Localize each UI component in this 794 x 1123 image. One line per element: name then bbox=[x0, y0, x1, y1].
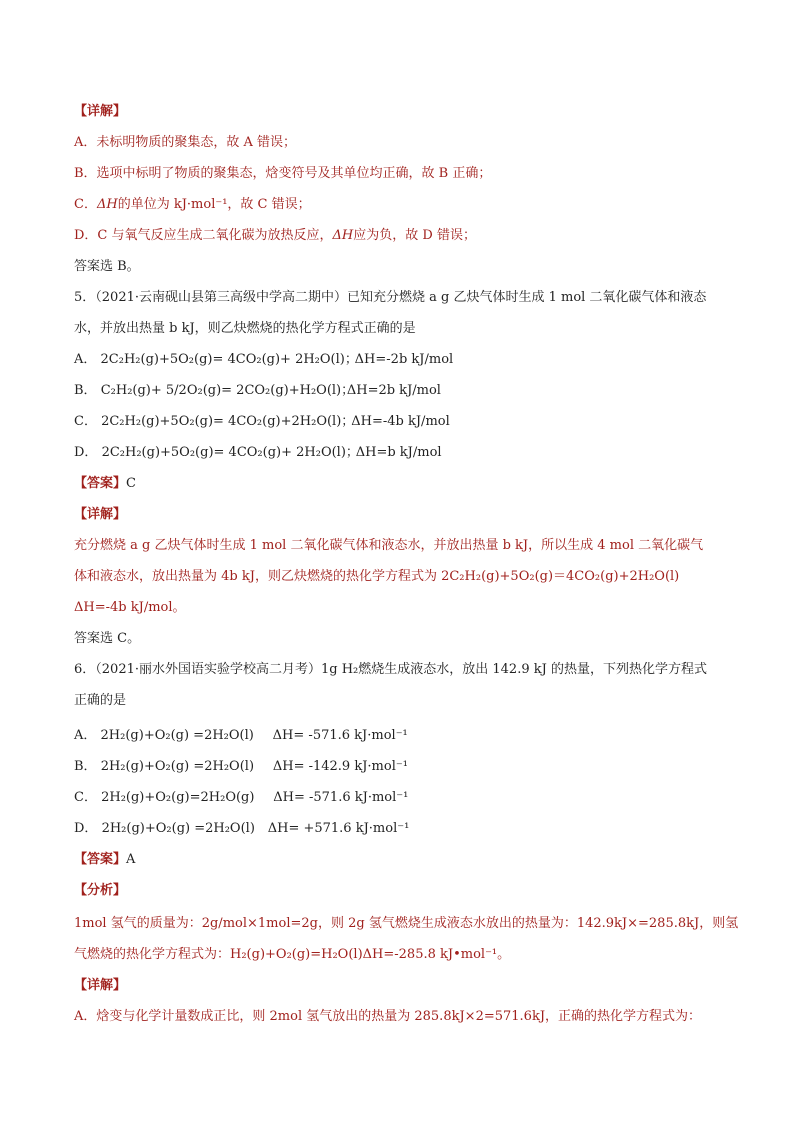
detail-tag: 【详解】 bbox=[74, 104, 127, 119]
option-equation: 2H₂(g)+O₂(g) =2H₂O(l) bbox=[100, 759, 255, 774]
option-enthalpy: ΔH=-4b kJ/mol bbox=[351, 414, 450, 429]
q6-analysis-line2: 气燃烧的热化学方程式为：H₂(g)+O₂(g)=H₂O(l)ΔH=-285.8 kJ•mol⁻¹。 bbox=[74, 947, 511, 962]
q6-option-d bbox=[74, 819, 409, 839]
answer-value: A bbox=[126, 852, 136, 867]
q5-option-d bbox=[74, 443, 442, 463]
q4-detail-d-text1: D．C 与氧气反应生成二氧化碳为放热反应， bbox=[74, 228, 333, 243]
q5-detail-line3: ΔH=-4b kJ/mol。 bbox=[74, 600, 186, 615]
option-equation: 2C₂H₂(g)+5O₂(g)= 4CO₂(g)+ 2H₂O(l)； bbox=[100, 352, 358, 367]
detail-tag: 【详解】 bbox=[74, 978, 127, 993]
option-letter: C． bbox=[74, 790, 97, 805]
option-equation: 2H₂(g)+O₂(g) =2H₂O(l) bbox=[101, 821, 255, 836]
q5-answer-select: 答案选 C。 bbox=[74, 631, 141, 646]
q5-detail-line1: 充分燃烧 a g 乙炔气体时生成 1 mol 二氧化碳气体和液态水，并放出热量 b kJ，所以生成 4 mol 二氧化碳气 bbox=[74, 538, 704, 553]
option-letter: A． bbox=[74, 728, 97, 743]
q4-detail-c-letter: C． bbox=[74, 197, 97, 212]
option-enthalpy: ΔH= +571.6 kJ·mol⁻¹ bbox=[267, 821, 410, 836]
analysis-tag: 【分析】 bbox=[74, 883, 127, 898]
q4-detail-c-text: 的单位为 kJ·mol⁻¹，故 C 错误； bbox=[117, 197, 311, 212]
delta-h-symbol: ΔH bbox=[96, 197, 118, 212]
q5-detail-text: 体和液态水，放出热量为 4b kJ，则乙炔燃烧的热化学方程式为 bbox=[74, 569, 442, 584]
option-letter: B． bbox=[74, 383, 97, 398]
q6-stem-line2: 正确的是 bbox=[74, 693, 127, 708]
q4-answer-select: 答案选 B。 bbox=[74, 259, 140, 274]
option-enthalpy: ΔH=b kJ/mol bbox=[355, 445, 442, 460]
answer-tag: 【答案】 bbox=[74, 852, 127, 867]
q4-detail-d bbox=[74, 226, 476, 246]
q5-detail-line2 bbox=[74, 567, 679, 587]
option-enthalpy: ΔH= -571.6 kJ·mol⁻¹ bbox=[272, 728, 408, 743]
q4-detail-c bbox=[74, 195, 311, 215]
q5-option-b bbox=[74, 381, 441, 401]
q6-answer bbox=[74, 850, 135, 870]
option-letter: C． bbox=[74, 414, 97, 429]
option-enthalpy: ΔH=2b kJ/mol bbox=[346, 383, 441, 398]
option-letter: D． bbox=[74, 821, 98, 836]
answer-tag: 【答案】 bbox=[74, 476, 127, 491]
q4-detail-a: A．未标明物质的聚集态，故 A 错误； bbox=[74, 135, 297, 150]
q5-answer bbox=[74, 474, 136, 494]
q5-option-c bbox=[74, 412, 450, 432]
q5-option-a bbox=[74, 350, 453, 370]
q5-stem-line2: 水，并放出热量 b kJ，则乙炔燃烧的热化学方程式正确的是 bbox=[74, 321, 416, 336]
q6-analysis-line1: 1mol 氢气的质量为：2g/mol×1mol=2g，则 2g 氢气燃烧生成液态水放出的热量为：142.9kJ×=285.8kJ，则氢 bbox=[74, 916, 739, 931]
q6-stem-line1: 6．（2021·丽水外国语实验学校高二月考）1g H₂燃烧生成液态水，放出 142.9 kJ 的热量，下列热化学方程式 bbox=[74, 662, 707, 677]
option-equation: 2C₂H₂(g)+5O₂(g)= 4CO₂(g)+ 2H₂O(l)； bbox=[101, 445, 359, 460]
answer-value: C bbox=[126, 476, 136, 491]
option-equation: 2C₂H₂(g)+5O₂(g)= 4CO₂(g)+2H₂O(l)； bbox=[101, 414, 355, 429]
q6-option-c bbox=[74, 788, 408, 808]
q6-detail-a: A．焓变与化学计量数成正比，则 2mol 氢气放出的热量为 285.8kJ×2=571.6kJ，正确的热化学方程式为： bbox=[74, 1009, 702, 1024]
option-letter: A． bbox=[74, 352, 97, 367]
detail-tag: 【详解】 bbox=[74, 507, 127, 522]
option-letter: D． bbox=[74, 445, 98, 460]
option-enthalpy: ΔH= -571.6 kJ·mol⁻¹ bbox=[273, 790, 409, 805]
option-enthalpy: ΔH= -142.9 kJ·mol⁻¹ bbox=[272, 759, 408, 774]
option-enthalpy: ΔH=-2b kJ/mol bbox=[354, 352, 454, 367]
option-letter: B． bbox=[74, 759, 97, 774]
q6-option-b bbox=[74, 757, 408, 777]
q4-detail-d-text2: 应为负，故 D 错误； bbox=[353, 228, 476, 243]
q5-detail-equation: 2C₂H₂(g)+5O₂(g)＝4CO₂(g)+2H₂O(l) bbox=[441, 569, 680, 584]
option-equation: C₂H₂(g)+ 5/2O₂(g)= 2CO₂(g)+H₂O(l)； bbox=[100, 383, 355, 398]
q5-stem-line1: 5．（2021·云南砚山县第三高级中学高二期中）已知充分燃烧 a g 乙炔气体时生成 1 mol 二氧化碳气体和液态 bbox=[74, 290, 707, 305]
option-equation: 2H₂(g)+O₂(g) =2H₂O(l) bbox=[100, 728, 254, 743]
q4-detail-b: B．选项中标明了物质的聚集态，焓变符号及其单位均正确，故 B 正确； bbox=[74, 166, 492, 181]
q6-option-a bbox=[74, 726, 408, 746]
option-equation: 2H₂(g)+O₂(g)=2H₂O(g) bbox=[101, 790, 255, 805]
delta-h-symbol: ΔH bbox=[332, 228, 354, 243]
